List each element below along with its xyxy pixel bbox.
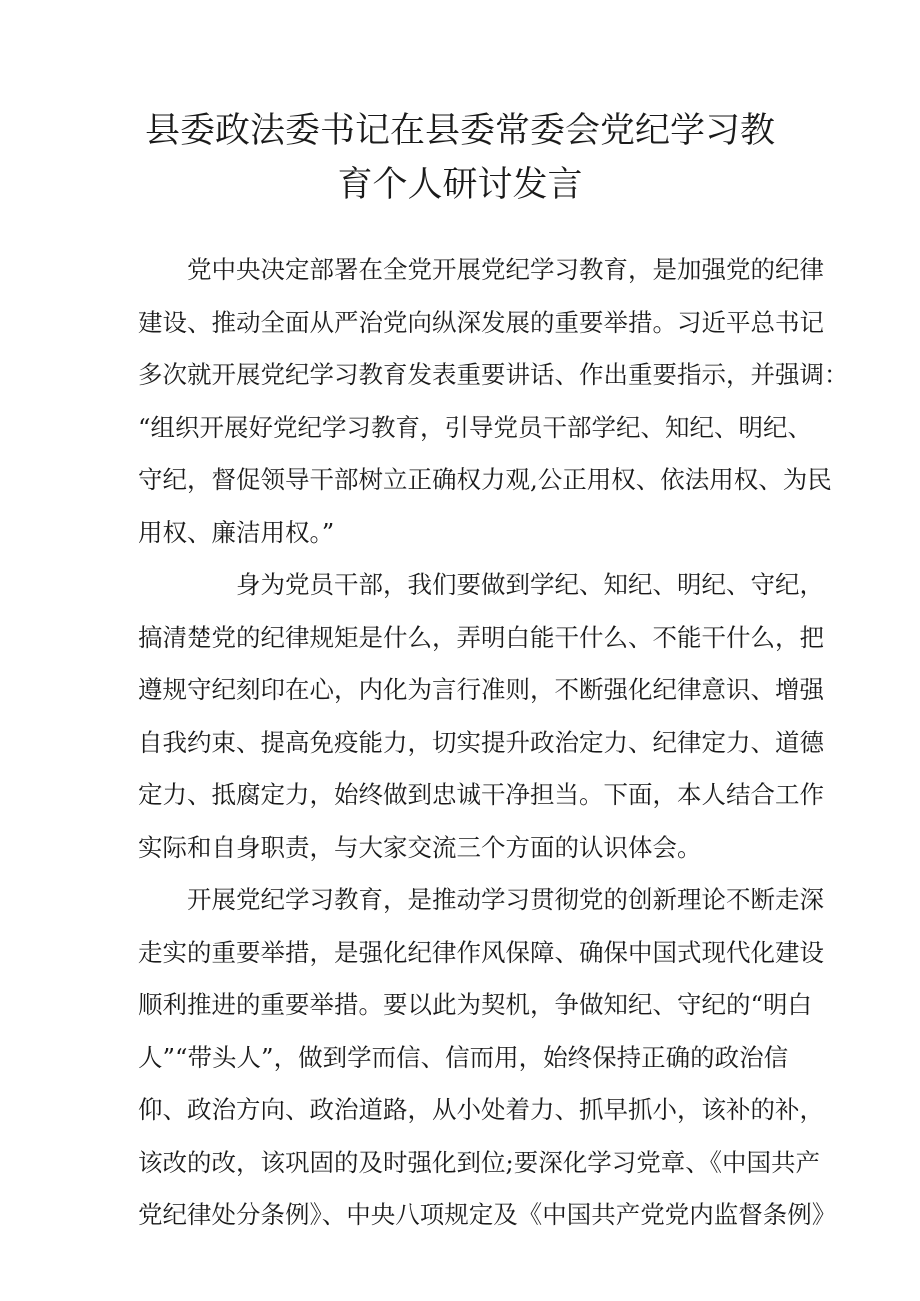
paragraph-line: 开展党纪学习教育，是推动学习贯彻党的创新理论不断走深	[138, 885, 824, 914]
paragraph-line: 用权、廉洁用权。”	[138, 517, 335, 547]
paragraph-2	[138, 559, 824, 874]
title-line-1: 县委政法委书记在县委常委会党纪学习教	[144, 111, 775, 151]
paragraph-line: 自我约束、提高免疫能力，切实提升政治定力、纪律定力、道德	[138, 727, 824, 757]
document-body	[138, 244, 849, 1242]
paragraph-line: 顺利推进的重要举措。要以此为契机，争做知纪、守纪的“明白	[138, 990, 813, 1019]
paragraph-line: 多次就开展党纪学习教育发表重要讲话、作出重要指示，并强调：	[138, 360, 849, 389]
paragraph-line: 该改的改，该巩固的及时强化到位;要深化学习党章、《中国共产	[138, 1147, 821, 1177]
paragraph-line: 身为党员干部，我们要做到学纪、知纪、明纪、守纪，	[138, 570, 824, 599]
paragraph-1	[138, 244, 849, 559]
paragraph-line: “组织开展好党纪学习教育，引导党员干部学纪、知纪、明纪、	[138, 412, 813, 442]
paragraph-line: 守纪，督促领导干部树立正确权力观,公正用权、依法用权、为民	[138, 465, 832, 494]
paragraph-line: 搞清楚党的纪律规矩是什么，弄明白能干什么、不能干什么，把	[138, 622, 824, 652]
paragraph-line: 遵规守纪刻印在心，内化为言行准则，不断强化纪律意识、增强	[138, 675, 824, 704]
paragraph-line: 建设、推动全面从严治党向纵深发展的重要举措。习近平总书记	[138, 307, 824, 337]
paragraph-line: 党中央决定部署在全党开展党纪学习教育，是加强党的纪律	[138, 255, 824, 284]
paragraph-3	[138, 874, 837, 1242]
paragraph-line: 仰、政治方向、政治道路，从小处着力、抓早抓小，该补的补，	[138, 1095, 824, 1124]
paragraph-line: 走实的重要举措，是强化纪律作风保障、确保中国式现代化建设	[138, 937, 824, 967]
paragraph-line: 人”“带头人”，做到学而信、信而用，始终保持正确的政治信	[138, 1042, 789, 1072]
document-title	[110, 104, 810, 212]
title-line-2: 育个人研讨发言	[337, 165, 583, 205]
paragraph-line: 实际和自身职责，与大家交流三个方面的认识体会。	[138, 832, 702, 862]
paragraph-line: 定力、抵腐定力，始终做到忠诚干净担当。下面，本人结合工作	[138, 780, 824, 809]
paragraph-line: 党纪律处分条例》、中央八项规定及《中国共产党党内监督条例》	[138, 1200, 837, 1229]
